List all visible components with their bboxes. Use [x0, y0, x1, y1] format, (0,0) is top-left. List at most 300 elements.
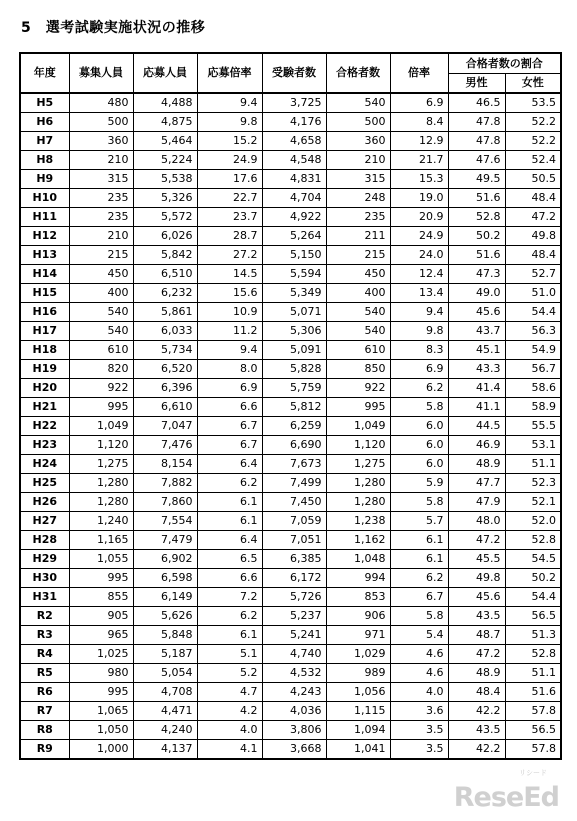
- female-share-cell: 52.2: [505, 132, 561, 151]
- examinees-cell: 5,759: [262, 379, 326, 398]
- table-row: [20, 151, 561, 170]
- applicants-cell: 5,848: [133, 626, 197, 645]
- table-row: [20, 683, 561, 702]
- year-cell: H12: [20, 227, 69, 246]
- table-row: [20, 455, 561, 474]
- female-share-cell: 52.0: [505, 512, 561, 531]
- female-share-cell: 47.2: [505, 208, 561, 227]
- application-ratio-cell: 4.0: [197, 721, 262, 740]
- table-row: [20, 626, 561, 645]
- page-title: 5 選考試験実施状況の推移: [21, 20, 206, 36]
- table-row: [20, 550, 561, 569]
- header-year: 年度: [20, 53, 69, 93]
- recruit-cell: 980: [69, 664, 133, 683]
- applicants-cell: 7,476: [133, 436, 197, 455]
- applicants-cell: 4,488: [133, 93, 197, 113]
- exam-status-table: [19, 52, 562, 760]
- year-cell: R5: [20, 664, 69, 683]
- passed-cell: 1,280: [326, 493, 390, 512]
- male-share-cell: 43.3: [448, 360, 505, 379]
- year-cell: H23: [20, 436, 69, 455]
- male-share-cell: 48.4: [448, 683, 505, 702]
- applicants-cell: 6,610: [133, 398, 197, 417]
- table-row: [20, 360, 561, 379]
- table-row: [20, 493, 561, 512]
- recruit-cell: 1,000: [69, 740, 133, 760]
- application-ratio-cell: 15.6: [197, 284, 262, 303]
- female-share-cell: 58.9: [505, 398, 561, 417]
- male-share-cell: 43.5: [448, 721, 505, 740]
- recruit-cell: 215: [69, 246, 133, 265]
- recruit-cell: 540: [69, 322, 133, 341]
- passed-cell: 450: [326, 265, 390, 284]
- male-share-cell: 47.3: [448, 265, 505, 284]
- passed-cell: 235: [326, 208, 390, 227]
- application-ratio-cell: 24.9: [197, 151, 262, 170]
- female-share-cell: 54.9: [505, 341, 561, 360]
- ratio-cell: 5.7: [390, 512, 448, 531]
- year-cell: R9: [20, 740, 69, 760]
- passed-cell: 400: [326, 284, 390, 303]
- ratio-cell: 19.0: [390, 189, 448, 208]
- applicants-cell: 7,860: [133, 493, 197, 512]
- ratio-cell: 5.9: [390, 474, 448, 493]
- recruit-cell: 1,275: [69, 455, 133, 474]
- passed-cell: 989: [326, 664, 390, 683]
- applicants-cell: 7,882: [133, 474, 197, 493]
- year-cell: R4: [20, 645, 69, 664]
- applicants-cell: 5,054: [133, 664, 197, 683]
- year-cell: H26: [20, 493, 69, 512]
- recruit-cell: 540: [69, 303, 133, 322]
- ratio-cell: 6.1: [390, 550, 448, 569]
- year-cell: H16: [20, 303, 69, 322]
- applicants-cell: 6,598: [133, 569, 197, 588]
- year-cell: H7: [20, 132, 69, 151]
- recruit-cell: 1,120: [69, 436, 133, 455]
- female-share-cell: 51.1: [505, 664, 561, 683]
- table-row: [20, 284, 561, 303]
- recruit-cell: 480: [69, 93, 133, 113]
- watermark-logo: ReseEd: [453, 782, 559, 813]
- female-share-cell: 54.4: [505, 588, 561, 607]
- passed-cell: 1,275: [326, 455, 390, 474]
- examinees-cell: 4,658: [262, 132, 326, 151]
- ratio-cell: 20.9: [390, 208, 448, 227]
- examinees-cell: 4,176: [262, 113, 326, 132]
- applicants-cell: 5,187: [133, 645, 197, 664]
- year-cell: H11: [20, 208, 69, 227]
- header-share-group: 合格者数の割合: [448, 53, 561, 74]
- recruit-cell: 360: [69, 132, 133, 151]
- passed-cell: 994: [326, 569, 390, 588]
- header-ratio: 倍率: [390, 53, 448, 93]
- examinees-cell: 7,499: [262, 474, 326, 493]
- table-row: [20, 569, 561, 588]
- male-share-cell: 45.1: [448, 341, 505, 360]
- ratio-cell: 3.5: [390, 740, 448, 760]
- examinees-cell: 5,241: [262, 626, 326, 645]
- female-share-cell: 50.2: [505, 569, 561, 588]
- passed-cell: 540: [326, 322, 390, 341]
- table-row: [20, 664, 561, 683]
- applicants-cell: 7,479: [133, 531, 197, 550]
- application-ratio-cell: 8.0: [197, 360, 262, 379]
- ratio-cell: 9.8: [390, 322, 448, 341]
- applicants-cell: 6,232: [133, 284, 197, 303]
- examinees-cell: 7,051: [262, 531, 326, 550]
- passed-cell: 315: [326, 170, 390, 189]
- recruit-cell: 965: [69, 626, 133, 645]
- applicants-cell: 4,137: [133, 740, 197, 760]
- female-share-cell: 54.4: [505, 303, 561, 322]
- ratio-cell: 8.4: [390, 113, 448, 132]
- female-share-cell: 52.3: [505, 474, 561, 493]
- female-share-cell: 52.8: [505, 531, 561, 550]
- passed-cell: 853: [326, 588, 390, 607]
- table-row: [20, 588, 561, 607]
- application-ratio-cell: 4.1: [197, 740, 262, 760]
- male-share-cell: 47.8: [448, 132, 505, 151]
- year-cell: H5: [20, 93, 69, 113]
- examinees-cell: 4,548: [262, 151, 326, 170]
- header-examinees: 受験者数: [262, 53, 326, 93]
- table-row: [20, 246, 561, 265]
- male-share-cell: 51.6: [448, 189, 505, 208]
- table-row: [20, 702, 561, 721]
- examinees-cell: 3,668: [262, 740, 326, 760]
- male-share-cell: 48.9: [448, 664, 505, 683]
- table-row: [20, 170, 561, 189]
- passed-cell: 906: [326, 607, 390, 626]
- passed-cell: 540: [326, 93, 390, 113]
- recruit-cell: 1,050: [69, 721, 133, 740]
- ratio-cell: 15.3: [390, 170, 448, 189]
- table-row: [20, 322, 561, 341]
- examinees-cell: 3,725: [262, 93, 326, 113]
- applicants-cell: 5,861: [133, 303, 197, 322]
- year-cell: H14: [20, 265, 69, 284]
- application-ratio-cell: 9.4: [197, 93, 262, 113]
- female-share-cell: 54.5: [505, 550, 561, 569]
- table-row: [20, 227, 561, 246]
- ratio-cell: 6.2: [390, 569, 448, 588]
- male-share-cell: 41.1: [448, 398, 505, 417]
- year-cell: R7: [20, 702, 69, 721]
- year-cell: H10: [20, 189, 69, 208]
- male-share-cell: 49.5: [448, 170, 505, 189]
- table-row: [20, 189, 561, 208]
- male-share-cell: 41.4: [448, 379, 505, 398]
- year-cell: R3: [20, 626, 69, 645]
- recruit-cell: 1,025: [69, 645, 133, 664]
- male-share-cell: 42.2: [448, 740, 505, 760]
- examinees-cell: 7,450: [262, 493, 326, 512]
- header-applicants: 応募人員: [133, 53, 197, 93]
- male-share-cell: 49.0: [448, 284, 505, 303]
- recruit-cell: 922: [69, 379, 133, 398]
- table-row: [20, 398, 561, 417]
- male-share-cell: 47.6: [448, 151, 505, 170]
- application-ratio-cell: 6.7: [197, 436, 262, 455]
- year-cell: H24: [20, 455, 69, 474]
- table-row: [20, 379, 561, 398]
- year-cell: H28: [20, 531, 69, 550]
- examinees-cell: 4,831: [262, 170, 326, 189]
- recruit-cell: 995: [69, 569, 133, 588]
- examinees-cell: 5,594: [262, 265, 326, 284]
- ratio-cell: 12.4: [390, 265, 448, 284]
- male-share-cell: 47.7: [448, 474, 505, 493]
- applicants-cell: 5,626: [133, 607, 197, 626]
- male-share-cell: 46.5: [448, 93, 505, 113]
- recruit-cell: 820: [69, 360, 133, 379]
- examinees-cell: 4,532: [262, 664, 326, 683]
- applicants-cell: 5,464: [133, 132, 197, 151]
- recruit-cell: 905: [69, 607, 133, 626]
- female-share-cell: 51.1: [505, 455, 561, 474]
- examinees-cell: 5,071: [262, 303, 326, 322]
- application-ratio-cell: 17.6: [197, 170, 262, 189]
- female-share-cell: 51.6: [505, 683, 561, 702]
- year-cell: H8: [20, 151, 69, 170]
- application-ratio-cell: 11.2: [197, 322, 262, 341]
- application-ratio-cell: 6.5: [197, 550, 262, 569]
- male-share-cell: 50.2: [448, 227, 505, 246]
- recruit-cell: 235: [69, 189, 133, 208]
- male-share-cell: 43.5: [448, 607, 505, 626]
- ratio-cell: 24.9: [390, 227, 448, 246]
- examinees-cell: 5,150: [262, 246, 326, 265]
- male-share-cell: 47.2: [448, 645, 505, 664]
- recruit-cell: 450: [69, 265, 133, 284]
- examinees-cell: 5,091: [262, 341, 326, 360]
- year-cell: H31: [20, 588, 69, 607]
- year-cell: H25: [20, 474, 69, 493]
- passed-cell: 1,115: [326, 702, 390, 721]
- recruit-cell: 1,055: [69, 550, 133, 569]
- passed-cell: 610: [326, 341, 390, 360]
- recruit-cell: 400: [69, 284, 133, 303]
- applicants-cell: 4,240: [133, 721, 197, 740]
- male-share-cell: 48.9: [448, 455, 505, 474]
- ratio-cell: 13.4: [390, 284, 448, 303]
- examinees-cell: 4,243: [262, 683, 326, 702]
- applicants-cell: 5,572: [133, 208, 197, 227]
- male-share-cell: 51.6: [448, 246, 505, 265]
- application-ratio-cell: 6.1: [197, 512, 262, 531]
- examinees-cell: 6,259: [262, 417, 326, 436]
- table-row: [20, 132, 561, 151]
- application-ratio-cell: 6.4: [197, 531, 262, 550]
- ratio-cell: 5.4: [390, 626, 448, 645]
- passed-cell: 540: [326, 303, 390, 322]
- passed-cell: 215: [326, 246, 390, 265]
- male-share-cell: 47.9: [448, 493, 505, 512]
- year-cell: H29: [20, 550, 69, 569]
- male-share-cell: 45.6: [448, 588, 505, 607]
- recruit-cell: 500: [69, 113, 133, 132]
- year-cell: H22: [20, 417, 69, 436]
- application-ratio-cell: 28.7: [197, 227, 262, 246]
- male-share-cell: 44.5: [448, 417, 505, 436]
- examinees-cell: 7,059: [262, 512, 326, 531]
- application-ratio-cell: 23.7: [197, 208, 262, 227]
- application-ratio-cell: 9.4: [197, 341, 262, 360]
- examinees-cell: 6,690: [262, 436, 326, 455]
- ratio-cell: 8.3: [390, 341, 448, 360]
- recruit-cell: 1,240: [69, 512, 133, 531]
- passed-cell: 971: [326, 626, 390, 645]
- passed-cell: 360: [326, 132, 390, 151]
- recruit-cell: 1,280: [69, 493, 133, 512]
- year-cell: H17: [20, 322, 69, 341]
- examinees-cell: 7,673: [262, 455, 326, 474]
- male-share-cell: 45.6: [448, 303, 505, 322]
- application-ratio-cell: 6.9: [197, 379, 262, 398]
- passed-cell: 1,162: [326, 531, 390, 550]
- examinees-cell: 6,385: [262, 550, 326, 569]
- male-share-cell: 45.5: [448, 550, 505, 569]
- ratio-cell: 24.0: [390, 246, 448, 265]
- examinees-cell: 5,306: [262, 322, 326, 341]
- female-share-cell: 56.3: [505, 322, 561, 341]
- female-share-cell: 55.5: [505, 417, 561, 436]
- application-ratio-cell: 6.1: [197, 493, 262, 512]
- female-share-cell: 52.8: [505, 645, 561, 664]
- ratio-cell: 6.7: [390, 588, 448, 607]
- application-ratio-cell: 6.4: [197, 455, 262, 474]
- applicants-cell: 5,224: [133, 151, 197, 170]
- application-ratio-cell: 6.7: [197, 417, 262, 436]
- male-share-cell: 47.8: [448, 113, 505, 132]
- applicants-cell: 5,734: [133, 341, 197, 360]
- passed-cell: 995: [326, 398, 390, 417]
- male-share-cell: 42.2: [448, 702, 505, 721]
- table-row: [20, 417, 561, 436]
- passed-cell: 248: [326, 189, 390, 208]
- application-ratio-cell: 5.1: [197, 645, 262, 664]
- applicants-cell: 5,326: [133, 189, 197, 208]
- applicants-cell: 6,033: [133, 322, 197, 341]
- female-share-cell: 51.3: [505, 626, 561, 645]
- table-row: [20, 113, 561, 132]
- female-share-cell: 50.5: [505, 170, 561, 189]
- application-ratio-cell: 4.7: [197, 683, 262, 702]
- application-ratio-cell: 9.8: [197, 113, 262, 132]
- applicants-cell: 6,520: [133, 360, 197, 379]
- header-application-ratio: 応募倍率: [197, 53, 262, 93]
- applicants-cell: 4,708: [133, 683, 197, 702]
- table-row: [20, 436, 561, 455]
- year-cell: H13: [20, 246, 69, 265]
- passed-cell: 1,029: [326, 645, 390, 664]
- table-row: [20, 265, 561, 284]
- year-cell: R8: [20, 721, 69, 740]
- male-share-cell: 48.7: [448, 626, 505, 645]
- application-ratio-cell: 6.6: [197, 569, 262, 588]
- applicants-cell: 5,842: [133, 246, 197, 265]
- application-ratio-cell: 22.7: [197, 189, 262, 208]
- header-female: 女性: [505, 74, 561, 94]
- header-male: 男性: [448, 74, 505, 94]
- year-cell: H6: [20, 113, 69, 132]
- female-share-cell: 53.5: [505, 93, 561, 113]
- recruit-cell: 315: [69, 170, 133, 189]
- ratio-cell: 5.8: [390, 607, 448, 626]
- application-ratio-cell: 14.5: [197, 265, 262, 284]
- applicants-cell: 7,554: [133, 512, 197, 531]
- table-row: [20, 303, 561, 322]
- ratio-cell: 9.4: [390, 303, 448, 322]
- examinees-cell: 4,036: [262, 702, 326, 721]
- recruit-cell: 1,280: [69, 474, 133, 493]
- header-recruit: 募集人員: [69, 53, 133, 93]
- recruit-cell: 995: [69, 683, 133, 702]
- examinees-cell: 5,726: [262, 588, 326, 607]
- application-ratio-cell: 27.2: [197, 246, 262, 265]
- table-row: [20, 208, 561, 227]
- recruit-cell: 995: [69, 398, 133, 417]
- recruit-cell: 1,065: [69, 702, 133, 721]
- ratio-cell: 4.6: [390, 664, 448, 683]
- female-share-cell: 57.8: [505, 740, 561, 760]
- female-share-cell: 48.4: [505, 246, 561, 265]
- examinees-cell: 5,812: [262, 398, 326, 417]
- ratio-cell: 4.0: [390, 683, 448, 702]
- passed-cell: 1,238: [326, 512, 390, 531]
- application-ratio-cell: 6.1: [197, 626, 262, 645]
- male-share-cell: 48.0: [448, 512, 505, 531]
- examinees-cell: 5,237: [262, 607, 326, 626]
- ratio-cell: 6.0: [390, 417, 448, 436]
- year-cell: H30: [20, 569, 69, 588]
- female-share-cell: 57.8: [505, 702, 561, 721]
- passed-cell: 1,094: [326, 721, 390, 740]
- table-row: [20, 531, 561, 550]
- year-cell: H27: [20, 512, 69, 531]
- examinees-cell: 3,806: [262, 721, 326, 740]
- ratio-cell: 5.8: [390, 493, 448, 512]
- applicants-cell: 7,047: [133, 417, 197, 436]
- table-row: [20, 341, 561, 360]
- recruit-cell: 235: [69, 208, 133, 227]
- applicants-cell: 8,154: [133, 455, 197, 474]
- ratio-cell: 3.5: [390, 721, 448, 740]
- applicants-cell: 6,510: [133, 265, 197, 284]
- passed-cell: 1,280: [326, 474, 390, 493]
- recruit-cell: 610: [69, 341, 133, 360]
- passed-cell: 500: [326, 113, 390, 132]
- table-row: [20, 474, 561, 493]
- examinees-cell: 4,704: [262, 189, 326, 208]
- examinees-cell: 4,922: [262, 208, 326, 227]
- applicants-cell: 6,149: [133, 588, 197, 607]
- passed-cell: 210: [326, 151, 390, 170]
- application-ratio-cell: 15.2: [197, 132, 262, 151]
- female-share-cell: 56.5: [505, 721, 561, 740]
- ratio-cell: 6.1: [390, 531, 448, 550]
- year-cell: H20: [20, 379, 69, 398]
- female-share-cell: 52.4: [505, 151, 561, 170]
- examinees-cell: 6,172: [262, 569, 326, 588]
- recruit-cell: 1,049: [69, 417, 133, 436]
- applicants-cell: 6,396: [133, 379, 197, 398]
- female-share-cell: 53.1: [505, 436, 561, 455]
- male-share-cell: 52.8: [448, 208, 505, 227]
- ratio-cell: 3.6: [390, 702, 448, 721]
- application-ratio-cell: 6.2: [197, 607, 262, 626]
